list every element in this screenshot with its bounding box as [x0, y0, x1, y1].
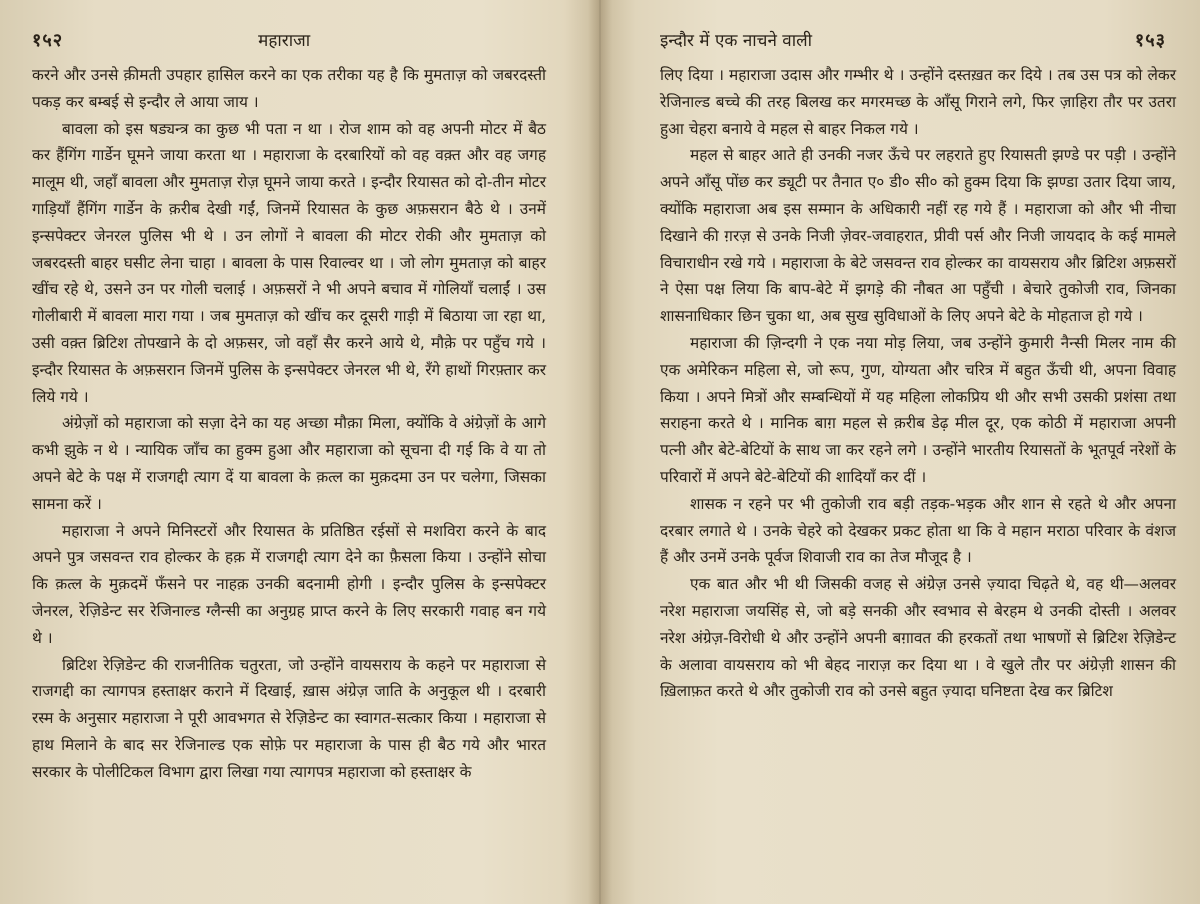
right-page-number: १५३	[1134, 30, 1166, 51]
left-page-header	[32, 22, 546, 62]
paragraph: शासक न रहने पर भी तुकोजी राव बड़ी तड़क-भड़क और शान से रहते थे और अपना दरबार लगाते थे । उनके चेहरे को देखकर प्रकट होता था कि वे महान मराठा परिवार के वंशज हैं और उनमें उनके पूर्वज शिवाजी राव का तेज मौजूद है ।	[660, 494, 1176, 567]
paragraph: करने और उनसे क़ीमती उपहार हासिल करने का एक तरीका यह है कि मुमताज़ को जबरदस्ती पकड़ कर बम्बई से इन्दौर ले आया जाय ।	[32, 66, 546, 111]
paragraph: अंग्रेज़ों को महाराजा को सज़ा देने का यह अच्छा मौक़ा मिला, क्योंकि वे अंग्रेज़ों के आगे कभी झुके न थे । न्यायिक जाँच का हुक्म हुआ और महाराजा को सूचना दी गई कि वे या तो अपने बेटे के पक्ष में राजगद्दी त्याग दें या बावला के क़त्ल का मुक़दमा उन पर चलेगा, जिसका सामना करें ।	[32, 414, 546, 513]
paragraph: महाराजा ने अपने मिनिस्टरों और रियासत के प्रतिष्ठित रईसों से मशविरा करने के बाद अपने पुत्र जसवन्त राव होल्कर के हक़ में राजगद्दी त्याग देने का फ़ैसला किया । उन्होंने सोचा कि क़त्ल के मुक़दमें फँसने पर नाहक़ उनकी बदनामी होगी । इन्दौर पुलिस के इन्सपेक्टर जेनरल, रेज़िडेन्ट सर रेजिनाल्ड ग्लैन्सी का अनुग्रह प्राप्त करने के लिए सरकारी गवाह बन गये थे ।	[32, 521, 546, 647]
right-page-header	[660, 22, 1176, 62]
right-page	[600, 0, 1200, 904]
right-page-body	[660, 62, 1176, 705]
left-page-number: १५२	[32, 30, 64, 51]
paragraph: लिए दिया । महाराजा उदास और गम्भीर थे । उन्होंने दस्तख़त कर दिये । तब उस पत्र को लेकर रेजिनाल्ड बच्चे की तरह बिलख कर मगरमच्छ के आँसू गिराने लगे, फिर ज़ाहिरा तौर पर उतरा हुआ चेहरा बनाये वे महल से बाहर निकल गये ।	[660, 66, 1176, 138]
paragraph: महल से बाहर आते ही उनकी नजर ऊँचे पर लहराते हुए रियासती झण्डे पर पड़ी । उन्होंने अपने आँसू पोंछ कर ड्यूटी पर तैनात ए० डी० सी० को हुक्म दिया कि झण्डा उतार दिया जाय, क्योंकि महाराजा अब इस सम्मान के अधिकारी नहीं रह गये हैं । महाराजा को और भी नीचा दिखाने की ग़रज़ से उनके निजी ज़ेवर-जवाहरात, प्रीवी पर्स और निजी जायदाद के कई मामले विचाराधीन रखे गये । महाराजा के बेटे जसवन्त राव होल्कर का वायसराय और ब्रिटिश अफ़सरों ने ऐसा पक्ष लिया कि बाप-बेटे में झगड़े की नौबत आ पहुँची । बेचारे तुकोजी राव, जिनका शासनाधिकार छिन चुका था, अब सुख सुविधाओं के लिए अपने बेटे के मोहताज हो गये ।	[660, 146, 1176, 326]
left-running-title: महाराजा	[258, 31, 311, 51]
paragraph: महाराजा की ज़िन्दगी ने एक नया मोड़ लिया, जब उन्होंने कुमारी नैन्सी मिलर नाम की एक अमेरिकन महिला से, जो रूप, गुण, योग्यता और चरित्र में बहुत ऊँची थी, अपना विवाह किया । अपने मित्रों और सम्बन्धियों में यह महिला लोकप्रिय थी और सभी उसकी प्रशंसा तथा सराहना करते थे । मानिक बाग़ महल से क़रीब डेढ़ मील दूर, एक कोठी में महाराजा अपनी पत्नी और बेटे-बेटियों के साथ जा कर रहने लगे । उन्होंने भारतीय रियासतों के भूतपूर्व नरेशों के परिवारों में अपने बेटे-बेटियों की शादियाँ कर दीं ।	[660, 333, 1176, 486]
right-running-title: इन्दौर में एक नाचने वाली	[660, 31, 813, 51]
left-page-body	[32, 62, 546, 786]
paragraph: बावला को इस षड्यन्त्र का कुछ भी पता न था । रोज शाम को वह अपनी मोटर में बैठ कर हैंगिंग गार्डेन घूमने जाया करता था । महाराजा के दरबारियों को वह वक़्त और वह जगह मालूम थी, जहाँ बावला और मुमताज़ रोज़ घूमने जाया करते । इन्दौर रियासत को दो-तीन मोटर गाड़ियाँ हैंगिंग गार्डेन के क़रीब देखी गईं, जिनमें रियासत के कुछ अफ़सरान बैठे थे । उनमें इन्सपेक्टर जेनरल पुलिस भी थे । उन लोगों ने बावला की मोटर रोकी और मुमताज़ को जबरदस्ती बाहर घसीट लेना चाहा । बावला के पास रिवाल्वर था । जो लोग मुमताज़ को बाहर खींच रहे थे, उसने उन पर गोली चलाई । अफ़सरों ने भी अपने बचाव में गोलियाँ चलाईं । उस गोलीबारी में बावला मारा गया । जब मुमताज़ को खींच कर दूसरी गाड़ी में बिठाया जा रहा था, उसी वक़्त ब्रिटिश तोपखाने के दो अफ़सर, जो वहाँ सैर करने आये थे, मौक़े पर पहुँच गये । इन्दौर रियासत के अफ़सरान जिनमें पुलिस के इन्सपेक्टर जेनरल भी थे, रँगे हाथों गिरफ़्तार कर लिये गये ।	[32, 119, 546, 406]
book-gutter	[588, 0, 612, 904]
paragraph: एक बात और भी थी जिसकी वजह से अंग्रेज़ उनसे ज़्यादा चिढ़ते थे, वह थी—अलवर नरेश महाराजा जयसिंह से, जो बड़े सनकी और स्वभाव से बेरहम थे उनकी दोस्ती । अलवर नरेश अंग्रेज़-विरोधी थे और उन्होंने अपनी बग़ावत की हरकतों तथा भाषणों से ब्रिटिश रेज़िडेन्ट के अलावा वायसराय को भी बेहद नाराज़ कर दिया था । वे खुले तौर पर अंग्रेज़ी शासन की ख़िलाफ़त करते थे और तुकोजी राव को उनसे बहुत ज़्यादा घनिष्टता देख कर ब्रिटिश	[660, 575, 1176, 701]
paragraph: ब्रिटिश रेज़िडेन्ट की राजनीतिक चतुरता, जो उन्होंने वायसराय के कहने पर महाराजा से राजगद्दी का त्यागपत्र हस्ताक्षर कराने में दिखाई, ख़ास अंग्रेज़ जाति के अनुकूल थी । दरबारी रस्म के अनुसार महाराजा ने पूरी आवभगत से रेज़िडेन्ट का स्वागत-सत्कार किया । महाराजा से हाथ मिलाने के बाद सर रेजिनाल्ड एक सोफ़े पर महाराजा के पास ही बैठ गये और भारत सरकार के पोलीटिकल विभाग द्वारा लिखा गया त्यागपत्र महाराजा को हस्ताक्षर के	[32, 655, 546, 781]
